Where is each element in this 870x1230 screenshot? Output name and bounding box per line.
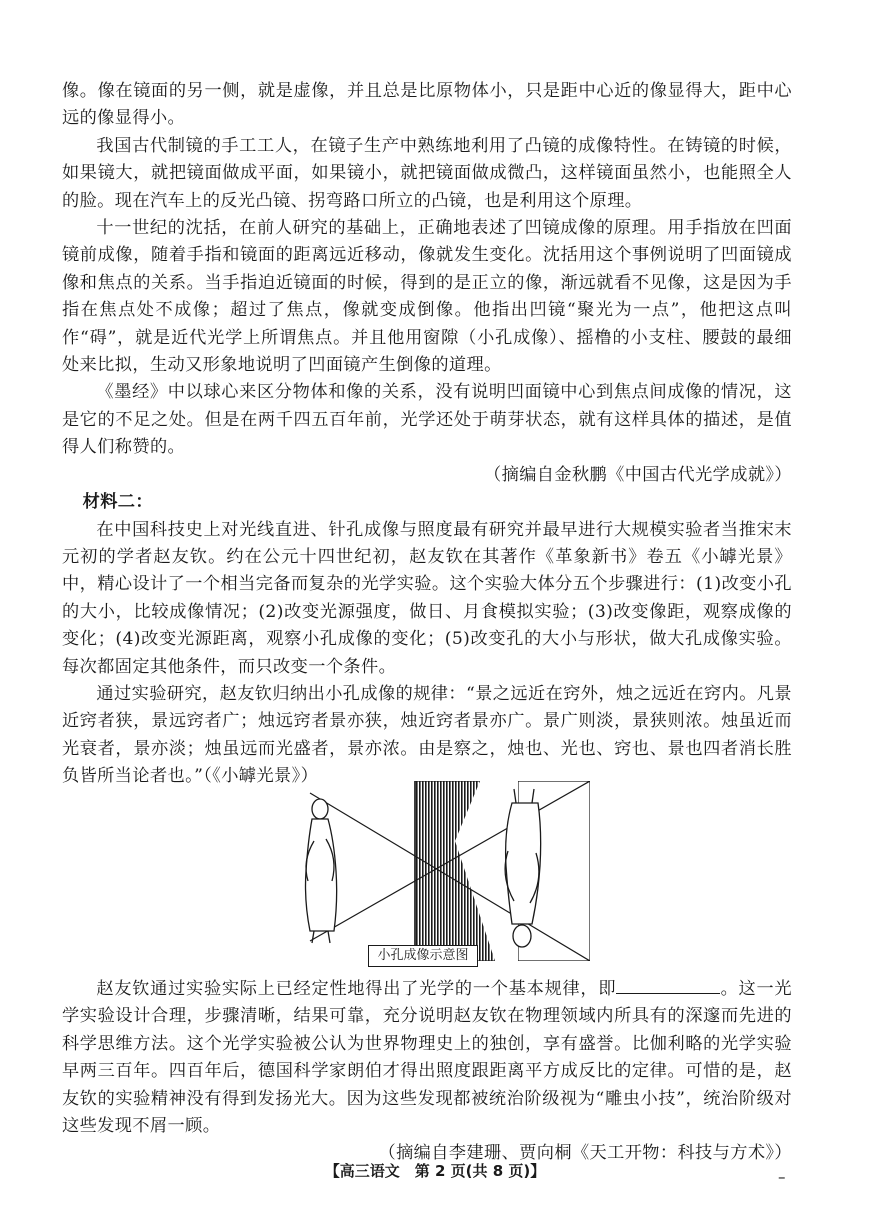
material-one-text — [62, 78, 792, 791]
paragraph-7-part-b: 。这一光学实验设计合理，步骤清晰，结果可靠，充分说明赵友钦在物理领域内所具有的深邃而先进的科学思维方法。这个光学实验被公认为世界物理史上的独创，享有盛誉。比伽利略的光学实验早两三百年。四百年后，德国科学家朗伯才得出照度跟距离平方成反比的定律。可惜的是，赵友钦的实验精神没有得到发扬光大。因为这些发现都被统治阶级视为“雕虫小技”，统治阶级对这些发现不屑一顾。 — [62, 979, 792, 1137]
answer-blank[interactable] — [616, 976, 720, 994]
page-footer: 【高三语文 第 2 页(共 8 页)】 — [324, 1162, 546, 1180]
material-two-heading: 材料二： — [82, 492, 153, 513]
paragraph-6: 通过实验研究，赵友钦归纳出小孔成像的规律：“景之远近在窍外，烛之远近在窍内。凡景近窍者狭，景远窍者广；烛远窍者景亦狭，烛近窍者景亦广。景广则淡，景狭则浓。烛虽近而光衰者，景亦淡；烛虽远而光盛者，景亦浓。由是察之，烛也、光也、窍也、景也四者消长胜负皆所当论者也。”（《小罅光景》） — [62, 683, 792, 787]
corner-mark: – — [778, 1168, 786, 1186]
paragraph-1: 像。像在镜面的另一侧，就是虚像，并且总是比原物体小，只是距中心近的像显得大，距中心远的像显得小。 — [62, 81, 792, 129]
pinhole-diagram — [290, 781, 590, 961]
paragraph-5: 在中国科技史上对光线直进、针孔成像与照度最有研究并最早进行大规模实验者当推宋末元初的学者赵友钦。约在公元十四世纪初，赵友钦在其著作《革象新书》卷五《小罅光景》中，精心设计了一个相当完备而复杂的光学实验。这个实验大体分五个步骤进行：(1)改变小孔的大小，比较成像情况；(2)改变光源强度，做日、月食模拟实验；(3)改变像距，观察成像的变化；(4)改变光源距离，观察小孔成像的变化；(5)改变孔的大小与形状，做大孔成像实验。每次都固定其他条件，而只改变一个条件。 — [62, 519, 792, 677]
paragraph-7-part-a: 赵友钦通过实验实际上已经定性地得出了光学的一个基本规律，即 — [96, 979, 617, 999]
source-citation-1: （摘编自金秋鹏《中国古代光学成就》） — [484, 464, 792, 485]
paragraph-2: 我国古代制镜的手工工人，在镜子生产中熟练地利用了凸镜的成像特性。在铸镜的时候，如果镜大，就把镜面做成平面，如果镜小，就把镜面做成微凸，这样镜面虽然小，也能照全人的脸。现在汽车上的反光凸镜、拐弯路口所立的凸镜，也是利用这个原理。 — [62, 135, 792, 211]
object-figure — [306, 799, 337, 943]
paragraph-3: 十一世纪的沈括，在前人研究的基础上，正确地表述了凹镜成像的原理。用手指放在凹面镜前成像，随着手指和镜面的距离远近移动，像就发生变化。沈括用这个事例说明了凹面镜成像和焦点的关系。当手指迫近镜面的时候，得到的是正立的像，渐远就看不见像，这是因为手指在焦点处不成像；超过了焦点，像就变成倒像。他指出凹镜“聚光为一点”，他把这点叫作“碍”，就是近代光学上所谓焦点。并且他用窗隙（小孔成像）、摇橹的小支柱、腰鼓的最细处来比拟，生动又形象地说明了凹面镜产生倒像的道理。 — [62, 218, 792, 376]
conclusion-text — [62, 976, 792, 1168]
paragraph-7 — [62, 976, 792, 1140]
source-citation-2: （摘编自李建珊、贾向桐《天工开物：科技与方术》） — [378, 1143, 792, 1164]
figure-caption: 小孔成像示意图 — [368, 945, 478, 967]
paragraph-4: 《墨经》中以球心来区分物体和像的关系，没有说明凹面镜中心到焦点间成像的情况，这是它的不足之处。但是在两千四五百年前，光学还处于萌芽状态，就有这样具体的描述，是值得人们称赞的。 — [62, 382, 792, 458]
